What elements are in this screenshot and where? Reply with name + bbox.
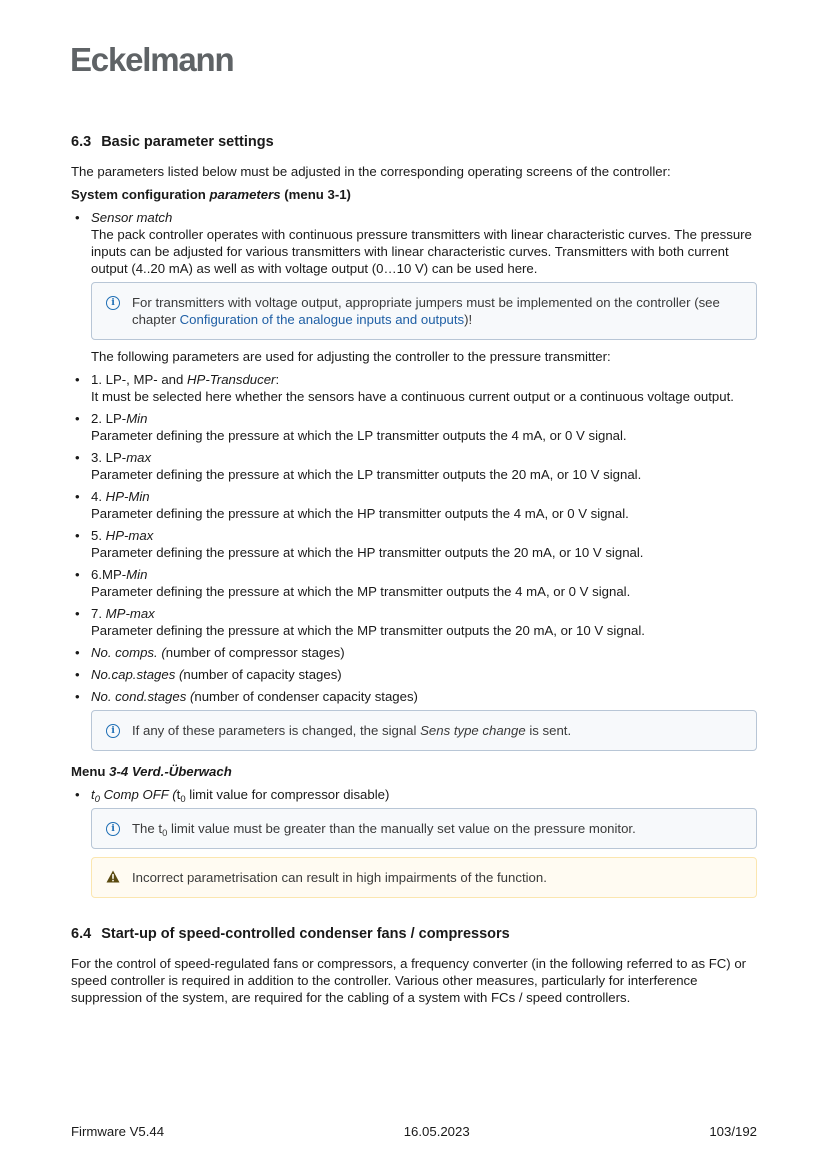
list-item: • 2. LP-Min Parameter defining the pressure at which the LP transmitter outputs the 4 mA, or 0 V signal.	[71, 410, 757, 444]
section-6-3-heading	[71, 132, 757, 152]
footer-date: 16.05.2023	[403, 1124, 470, 1139]
following-text: The following parameters are used for adjusting the controller to the pressure transmitter:	[91, 349, 611, 364]
info-note-t0-limit: i The $t_0$ limit value must be greater than the manually set value on the pressure monitor.	[91, 808, 757, 849]
eckelmann-logo: Eckelmann	[70, 41, 234, 78]
list-item: • No.cap.stages (number of capacity stages)	[71, 666, 757, 683]
list-item-t0-comp-off: • $t_0$ Comp OFF ($t_0$ limit value for compressor disable)	[71, 786, 757, 803]
page-content	[71, 132, 757, 1012]
section-6-4-body: For the control of speed-regulated fans or compressors, a frequency converter (in the following referred to as FC) or speed controller is required in addition to the controller. Various other measures, particularly for interference suppression of the system, are required for the cabling of a system with FCs / speed controllers.	[71, 956, 747, 1005]
list-item: • 4. HP-Min Parameter defining the pressure at which the HP transmitter outputs the 4 mA, or 0 V signal.	[71, 488, 757, 522]
param-label: Sensor match	[91, 210, 173, 225]
system-config-subheading: System configuration parameters (menu 3-1)	[71, 187, 351, 202]
sensor-match-list	[71, 209, 757, 277]
list-item: • 6.MP-Min Parameter defining the pressure at which the MP transmitter outputs the 4 mA, or 0 V signal.	[71, 566, 757, 600]
warning-note: Incorrect parametrisation can result in high impairments of the function.	[91, 857, 757, 898]
link-analogue-config[interactable]: Configuration of the analogue inputs and outputs	[179, 312, 465, 327]
info-icon: i	[106, 296, 120, 310]
info-icon: i	[106, 724, 120, 738]
info-note-jumpers: i For transmitters with voltage output, appropriate jumpers must be implemented on the controller (see chapter Configuration of the analogue inputs and outputs)!	[91, 282, 757, 340]
list-item-sensor-match	[71, 209, 757, 277]
page-footer	[71, 1123, 757, 1140]
list-item: • 3. LP-max Parameter defining the pressure at which the LP transmitter outputs the 20 mA, or 10 V signal.	[71, 449, 757, 483]
section-number: 6.3	[71, 134, 92, 150]
info-note-sens-type: i If any of these parameters is changed, the signal Sens type change is sent.	[91, 710, 757, 751]
menu-3-4-list	[71, 786, 757, 803]
section-6-4-heading: 6.4 Start-up of speed-controlled condenser fans / compressors	[71, 926, 510, 942]
intro-text: The parameters listed below must be adjusted in the corresponding operating screens of the controller:	[71, 164, 671, 179]
list-item: • 1. LP-, MP- and HP-Transducer: It must be selected here whether the sensors have a continuous current output or a continuous voltage output.	[71, 371, 757, 405]
list-item: • 7. MP-max Parameter defining the pressure at which the MP transmitter outputs the 20 mA, or 10 V signal.	[71, 605, 757, 639]
param-desc: The pack controller operates with continuous pressure transmitters with linear characteristic curves. The pressure inputs can be adjusted for various transmitters with linear characteristic curves. Transmitters with both current output (4..20 mA) as well as with voltage output (0…10 V) can be used here.	[91, 227, 752, 276]
section-title: Basic parameter settings	[101, 134, 274, 150]
footer-page-number: 103/192	[709, 1124, 757, 1139]
list-item: • 5. HP-max Parameter defining the pressure at which the HP transmitter outputs the 20 mA, or 10 V signal.	[71, 527, 757, 561]
list-item: • No. comps. (number of compressor stages)	[71, 644, 757, 661]
warning-triangle-icon	[106, 870, 120, 883]
info-icon: i	[106, 822, 120, 836]
list-item: • No. cond.stages (number of condenser capacity stages)	[71, 688, 757, 705]
section-6-4	[71, 924, 757, 1006]
footer-firmware: Firmware V5.44	[71, 1124, 165, 1139]
menu-3-4-subheading: Menu 3-4 Verd.-Überwach	[71, 764, 232, 779]
transducer-param-list	[71, 371, 757, 705]
